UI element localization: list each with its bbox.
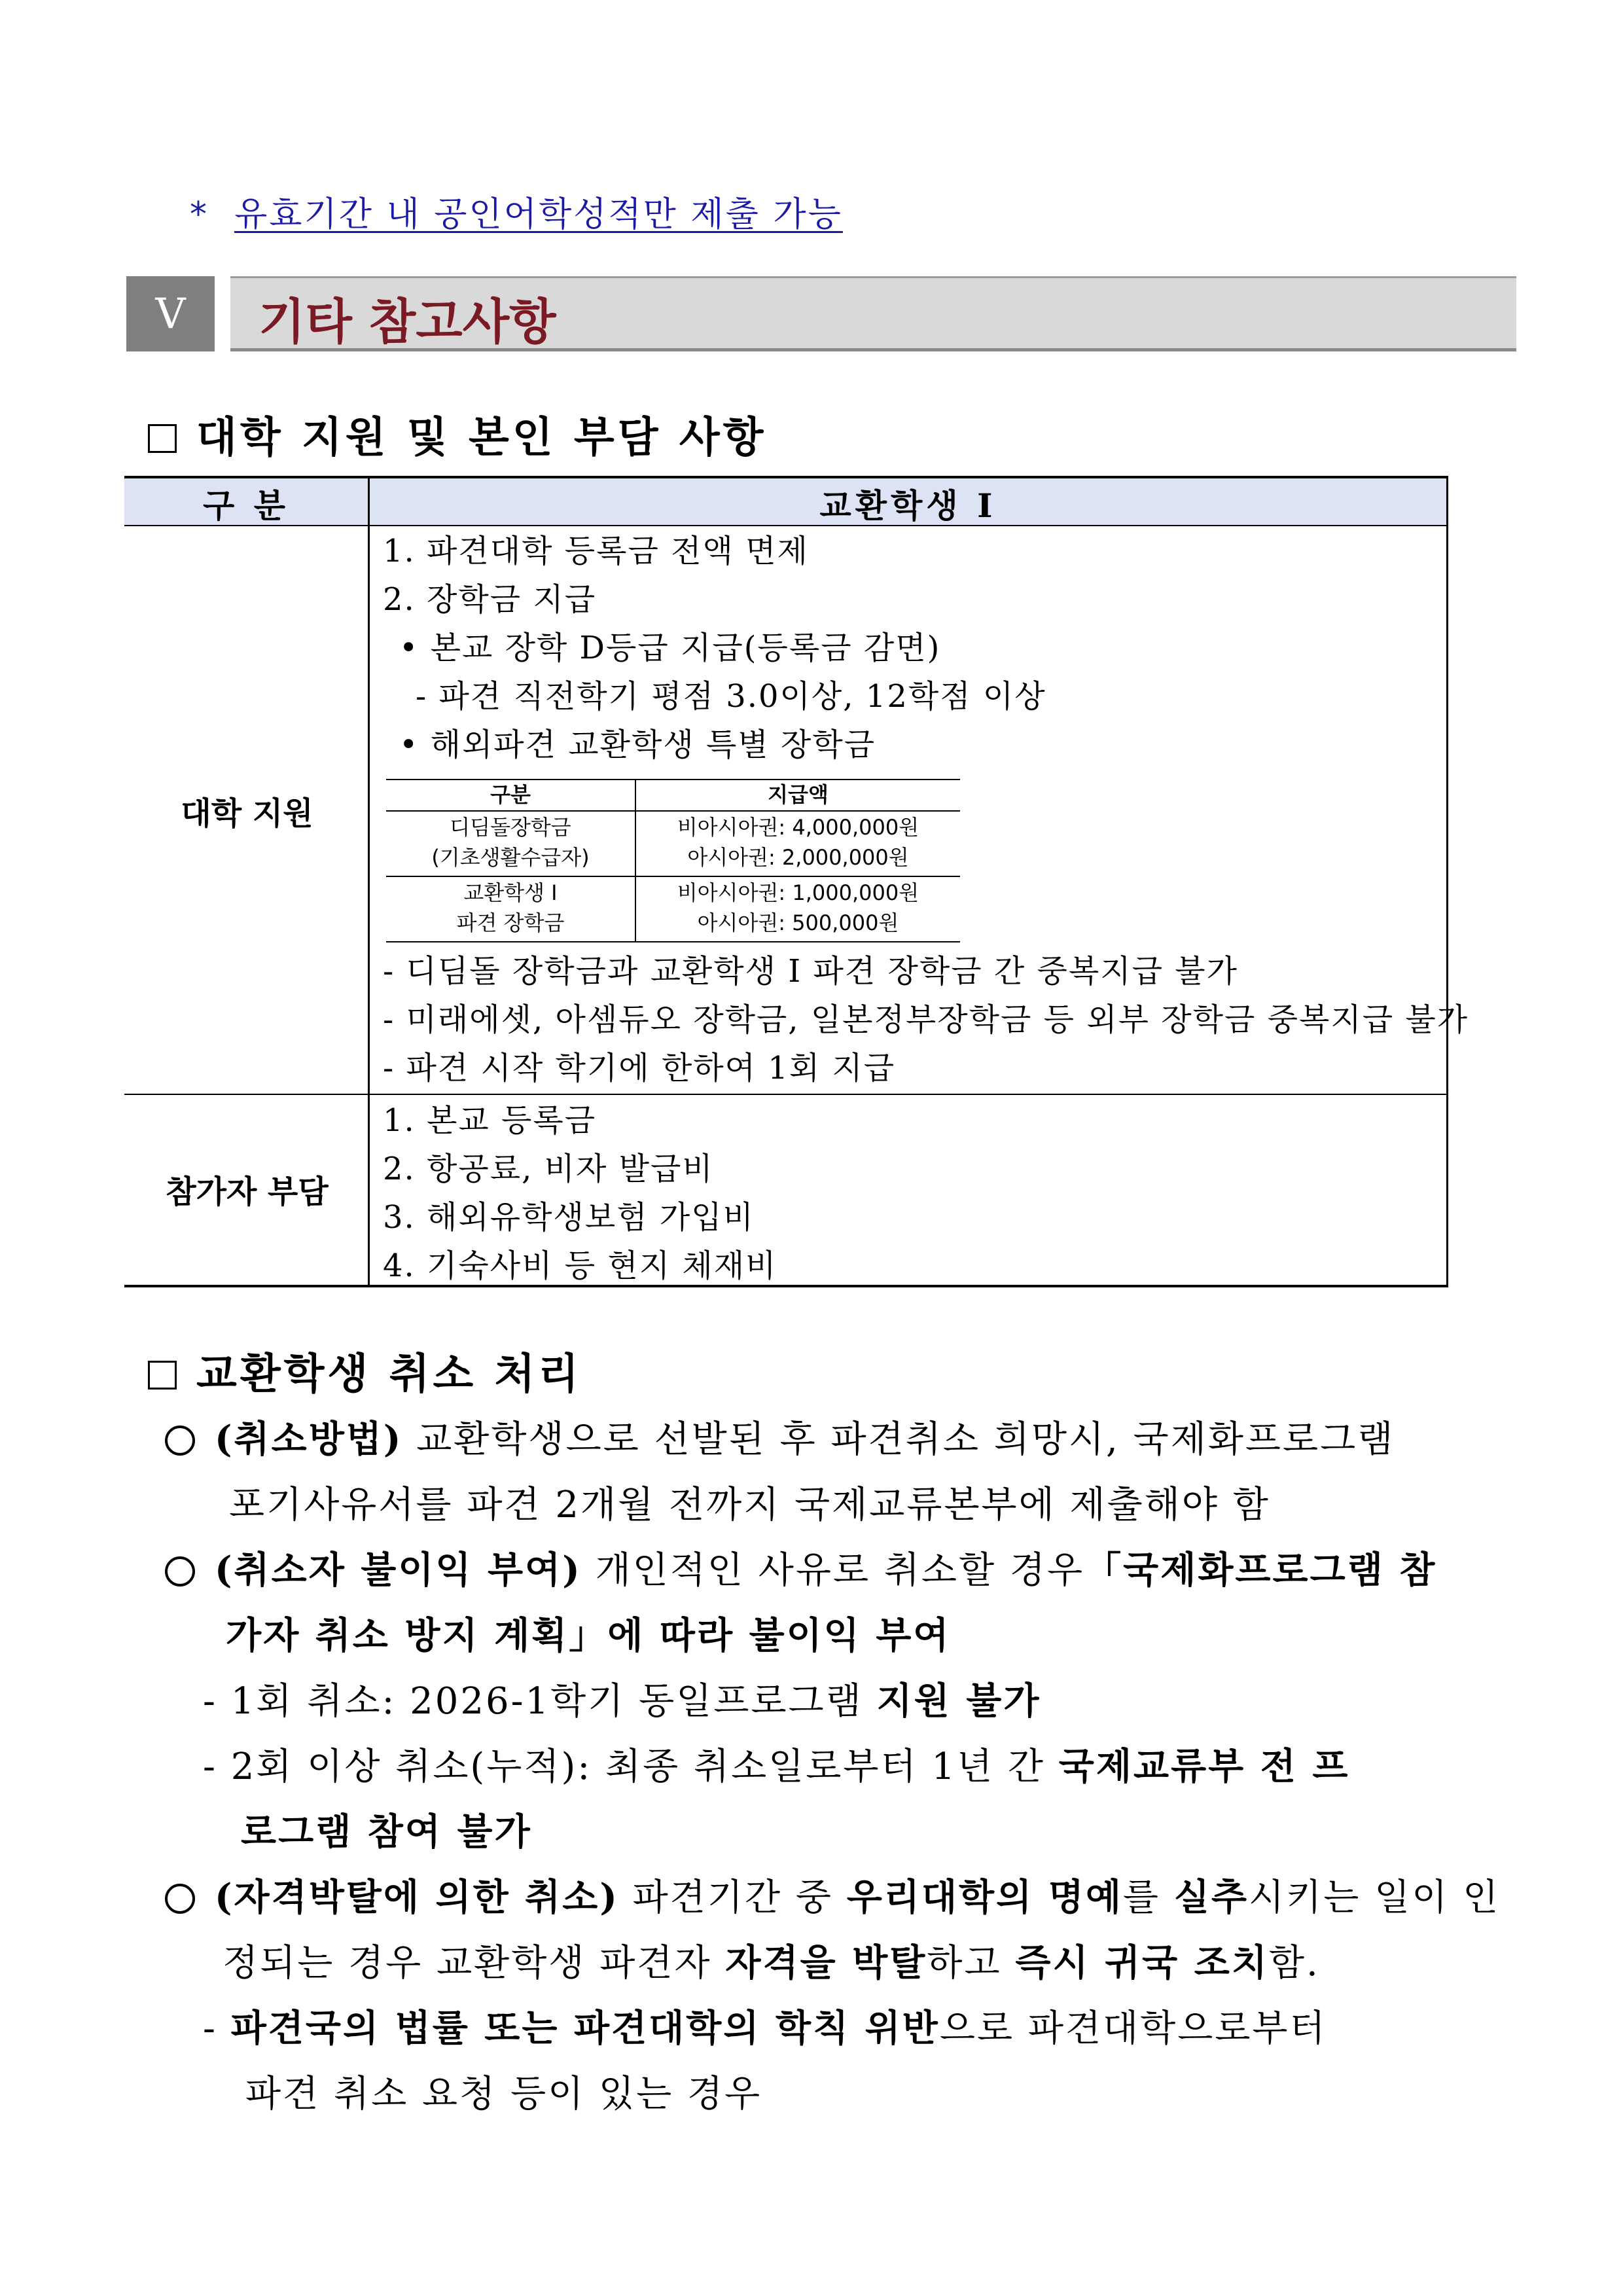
cost-line: 3. 해외유학생보험 가입비 (383, 1199, 755, 1236)
validity-note (190, 187, 843, 236)
circle-bullet-icon (165, 1426, 195, 1456)
inner-cell: 아시아권: 2,000,000원 (687, 845, 909, 870)
header-category: 구 분 (202, 486, 289, 525)
checkbox-square-icon (148, 1361, 177, 1390)
inner-cell: 비아시아권: 4,000,000원 (677, 815, 919, 840)
cancel-revoke-line2: 정되는 경우 교환학생 파견자 자격을 박탈하고 즉시 귀국 조치함. (223, 1941, 1320, 1984)
cancel-penalty-line1: (취소자 불이익 부여) 개인적인 사유로 취소할 경우「국제화프로그램 참 (165, 1541, 1436, 1594)
revoke-item: - 파견국의 법률 또는 파견대학의 학칙 위반으로 파견대학으로부터 (203, 2007, 1327, 2050)
scholarship-amount-table (386, 779, 960, 942)
cancel-method-line2: 포기사유서를 파견 2개월 전까지 국제교류본부에 제출해야 함 (229, 1484, 1270, 1526)
section-title: 기타 참고사항 (259, 294, 556, 350)
subsection-cancel-title: 교환학생 취소 처리 (148, 1340, 582, 1401)
note-text: 유효기간 내 공인어학성적만 제출 가능 (234, 195, 843, 234)
cost-line: 2. 항공료, 비자 발급비 (383, 1151, 714, 1187)
support-note: - 디딤돌 장학금과 교환학생 I 파견 장학금 간 중복지급 불가 (383, 953, 1238, 990)
support-note: - 미래에셋, 아셈듀오 장학금, 일본정부장학금 등 외부 장학금 중복지급 불가 (383, 1001, 1469, 1038)
inner-cell: (기초생활수급자) (431, 845, 590, 870)
support-line: - 파견 직전학기 평점 3.0이상, 12학점 이상 (416, 678, 1046, 715)
cancel-revoke-line1: (자격박탈에 의한 취소) 파견기간 중 우리대학의 명예를 실추시키는 일이 인 (165, 1869, 1500, 1921)
row-label-univ-support: 대학 지원 (181, 795, 313, 832)
cost-line: 1. 본교 등록금 (383, 1102, 597, 1139)
support-line: • 본교 장학 D등급 지급(등록금 감면) (399, 630, 941, 666)
section-number: V (126, 276, 215, 351)
inner-header-amount: 지급액 (768, 782, 829, 807)
support-note: - 파견 시작 학기에 한하여 1회 지급 (383, 1050, 896, 1086)
support-line: • 해외파견 교환학생 특별 장학금 (399, 726, 876, 763)
row-label-participant-cost: 참가자 부담 (166, 1174, 329, 1210)
circle-bullet-icon (165, 1556, 195, 1587)
support-line: 2. 장학금 지급 (383, 581, 597, 618)
revoke-item-cont: 파견 취소 요청 등이 있는 경우 (245, 2073, 762, 2115)
support-table (124, 476, 1469, 1287)
inner-cell: 파견 장학금 (456, 910, 565, 935)
inner-cell: 교환학생 I (463, 880, 558, 905)
cancel-method-line1: (취소방법) 교환학생으로 선발된 후 파견취소 희망시, 국제화프로그램 (165, 1410, 1395, 1463)
checkbox-square-icon (148, 424, 177, 453)
support-line: 1. 파견대학 등록금 전액 면제 (383, 533, 809, 569)
penalty-item-2-cont: 로그램 참여 불가 (241, 1810, 532, 1854)
inner-cell: 아시아권: 500,000원 (697, 910, 899, 935)
penalty-item-1: - 1회 취소: 2026-1학기 동일프로그램 지원 불가 (203, 1679, 1041, 1723)
note-star: * (190, 195, 209, 234)
subsection-support-title: 대학 지원 및 본인 부담 사항 (148, 404, 766, 464)
penalty-item-2: - 2회 이상 취소(누적): 최종 취소일로부터 1년 간 국제교류부 전 프 (203, 1745, 1350, 1788)
cost-line: 4. 기숙사비 등 현지 체재비 (383, 1247, 777, 1284)
inner-cell: 디딤돌장학금 (450, 815, 571, 840)
inner-header-type: 구분 (490, 782, 531, 807)
inner-cell: 비아시아권: 1,000,000원 (677, 880, 919, 905)
cancel-penalty-line2: 가자 취소 방지 계획」에 따라 불이익 부여 (226, 1614, 951, 1657)
circle-bullet-icon (165, 1884, 195, 1914)
header-exchange-student: 교환학생 I (819, 486, 997, 525)
